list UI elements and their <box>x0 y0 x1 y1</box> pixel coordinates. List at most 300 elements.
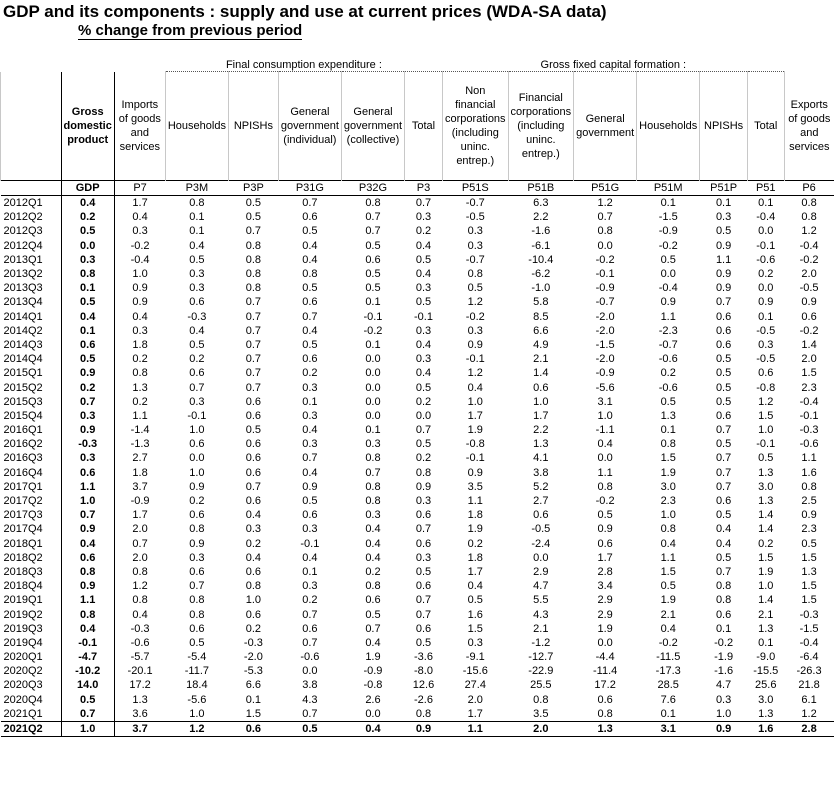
table-row <box>1 466 834 480</box>
value-cell: 0.9 <box>132 282 148 295</box>
value-cell: 0.4 <box>365 551 381 564</box>
value-cell: 0.5 <box>415 253 432 266</box>
value-cell: 0.8 <box>245 239 262 252</box>
period-cell: 2014Q4 <box>3 353 43 366</box>
value-cell: 1.5 <box>467 622 483 635</box>
value-cell: 0.6 <box>61 466 114 480</box>
value-cell: 0.0 <box>61 239 114 253</box>
value-cell: 2.0 <box>801 268 817 281</box>
period-cell: 2016Q4 <box>3 466 43 479</box>
value-cell: 0.3 <box>302 381 318 394</box>
column-code: P51P <box>700 181 748 196</box>
value-cell: 0.7 <box>715 424 732 437</box>
value-cell: 0.3 <box>189 551 205 564</box>
value-cell: 0.5 <box>189 636 205 649</box>
value-cell: 4.9 <box>533 338 549 351</box>
value-cell: 1.2 <box>467 367 483 380</box>
value-cell: -5.7 <box>130 651 150 664</box>
value-cell: 0.6 <box>715 409 732 422</box>
value-cell: -1.5 <box>658 211 678 224</box>
value-cell: 0.4 <box>61 310 114 324</box>
value-cell: 0.6 <box>715 338 732 351</box>
table-row <box>1 693 834 707</box>
value-cell: 0.7 <box>365 466 381 479</box>
value-cell: 0.6 <box>189 367 205 380</box>
table-row <box>1 565 834 579</box>
value-cell: 0.9 <box>801 296 817 309</box>
value-cell: 1.6 <box>747 721 784 736</box>
value-cell: -0.5 <box>756 353 776 366</box>
column-code: P7 <box>114 181 165 196</box>
value-cell: 0.1 <box>61 281 114 295</box>
value-cell: -9.1 <box>465 651 485 664</box>
period-cell: 2015Q3 <box>3 395 43 408</box>
value-cell: 0.8 <box>132 367 148 380</box>
value-cell: 1.0 <box>597 409 613 422</box>
value-cell: 1.2 <box>801 225 817 238</box>
value-cell: 1.8 <box>467 509 483 522</box>
value-cell: 0.7 <box>415 608 432 621</box>
value-cell: 0.0 <box>302 665 318 678</box>
column-code <box>1 181 62 196</box>
value-cell: 1.7 <box>132 197 148 210</box>
value-cell: 0.5 <box>801 537 817 550</box>
value-cell: 1.5 <box>660 452 676 465</box>
column-code: P51S <box>443 181 509 196</box>
value-cell: -6.1 <box>531 239 551 252</box>
table-row <box>1 267 834 281</box>
value-cell: 0.0 <box>365 707 381 720</box>
value-cell: 0.6 <box>245 495 262 508</box>
value-cell: -0.1 <box>465 452 485 465</box>
value-cell: 0.3 <box>467 324 483 337</box>
value-cell: 1.7 <box>533 409 549 422</box>
value-cell: -5.3 <box>243 665 263 678</box>
value-cell: 0.2 <box>415 452 432 465</box>
value-cell: -0.9 <box>363 665 383 678</box>
value-cell: 0.2 <box>660 367 676 380</box>
value-cell: -0.4 <box>799 395 819 408</box>
period-cell: 2013Q3 <box>3 282 43 295</box>
table-row <box>1 622 834 636</box>
value-cell: 1.7 <box>467 707 483 720</box>
value-cell: 0.5 <box>415 381 432 394</box>
value-cell: -0.1 <box>756 438 776 451</box>
value-cell: 0.9 <box>715 282 732 295</box>
table-row <box>1 593 834 607</box>
value-cell: 6.1 <box>801 693 817 706</box>
value-cell: 0.3 <box>365 438 381 451</box>
value-cell: 0.6 <box>415 509 432 522</box>
value-cell: 0.7 <box>245 367 262 380</box>
value-cell: 0.3 <box>415 282 432 295</box>
value-cell: 2.6 <box>365 693 381 706</box>
value-cell: 0.3 <box>245 523 262 536</box>
value-cell: 0.2 <box>61 210 114 224</box>
value-cell: 0.3 <box>61 451 114 465</box>
value-cell: 0.2 <box>365 565 381 578</box>
value-cell: 0.7 <box>302 310 318 323</box>
value-cell: 0.7 <box>302 452 318 465</box>
value-cell: 0.5 <box>660 395 676 408</box>
value-cell: -0.2 <box>465 310 485 323</box>
column-header: Total <box>747 72 784 181</box>
value-cell: 3.7 <box>132 480 148 493</box>
period-cell: 2012Q2 <box>3 211 43 224</box>
value-cell: -0.2 <box>658 636 678 649</box>
value-cell: 0.0 <box>758 225 774 238</box>
value-cell: 0.4 <box>415 367 432 380</box>
value-cell: 0.5 <box>189 253 205 266</box>
period-cell: 2013Q1 <box>3 253 43 266</box>
value-cell: 3.7 <box>114 721 165 736</box>
value-cell: 0.5 <box>245 211 262 224</box>
value-cell: 0.5 <box>715 381 732 394</box>
value-cell: 0.6 <box>715 310 732 323</box>
value-cell: 0.8 <box>189 523 205 536</box>
table-row <box>1 451 834 465</box>
value-cell: 0.0 <box>365 353 381 366</box>
value-cell: 0.2 <box>415 395 432 408</box>
value-cell: -0.4 <box>658 282 678 295</box>
value-cell: -8.0 <box>414 665 433 678</box>
period-cell: 2017Q3 <box>3 509 43 522</box>
table-row <box>1 395 834 409</box>
value-cell: 0.5 <box>245 424 262 437</box>
column-header <box>1 72 62 181</box>
table-row <box>1 508 834 522</box>
value-cell: 0.6 <box>365 594 381 607</box>
value-cell: 12.6 <box>412 679 435 692</box>
value-cell: 1.5 <box>801 594 817 607</box>
value-cell: 1.1 <box>660 310 676 323</box>
value-cell: -11.4 <box>593 665 618 678</box>
value-cell: 0.5 <box>61 693 114 707</box>
value-cell: 0.4 <box>245 509 262 522</box>
value-cell: 1.3 <box>660 409 676 422</box>
value-cell: -0.3 <box>61 437 114 451</box>
value-cell: 1.0 <box>189 466 205 479</box>
value-cell: 0.4 <box>715 523 732 536</box>
value-cell: 0.8 <box>245 282 262 295</box>
value-cell: -6.4 <box>799 651 819 664</box>
value-cell: -0.3 <box>130 622 150 635</box>
column-header: Exports of goods and services <box>784 72 834 181</box>
value-cell: 2.5 <box>801 495 817 508</box>
value-cell: 0.4 <box>341 721 404 736</box>
value-cell: 0.4 <box>302 253 318 266</box>
value-cell: -0.4 <box>799 239 819 252</box>
value-cell: 0.9 <box>132 296 148 309</box>
value-cell: 0.6 <box>533 381 549 394</box>
value-cell: 0.5 <box>467 594 483 607</box>
value-cell: 1.3 <box>758 622 774 635</box>
value-cell: 0.6 <box>597 693 613 706</box>
value-cell: 0.5 <box>758 452 774 465</box>
value-cell: -0.1 <box>595 268 615 281</box>
value-cell: 0.0 <box>365 395 381 408</box>
value-cell: 0.8 <box>365 452 381 465</box>
value-cell: 0.5 <box>302 225 318 238</box>
value-cell: 0.9 <box>715 239 732 252</box>
table-row <box>1 366 834 380</box>
value-cell: 0.0 <box>597 239 613 252</box>
value-cell: -9.0 <box>756 651 776 664</box>
value-cell: 0.7 <box>715 466 732 479</box>
value-cell: 0.8 <box>801 480 817 493</box>
value-cell: 0.8 <box>189 197 205 210</box>
value-cell: 0.5 <box>715 353 732 366</box>
value-cell: -0.6 <box>799 438 819 451</box>
value-cell: 1.1 <box>597 466 613 479</box>
table-row <box>1 579 834 593</box>
period-cell: 2019Q4 <box>3 636 43 649</box>
value-cell: 0.6 <box>245 452 262 465</box>
period-cell: 2017Q4 <box>3 523 43 536</box>
period-cell: 2012Q3 <box>3 225 43 238</box>
value-cell: 1.7 <box>467 565 483 578</box>
table-row <box>1 210 834 224</box>
value-cell: 27.4 <box>464 679 486 692</box>
value-cell: 0.1 <box>660 424 676 437</box>
value-cell: 0.9 <box>467 338 483 351</box>
value-cell: 0.4 <box>61 537 114 551</box>
value-cell: 1.9 <box>597 622 613 635</box>
value-cell: -0.3 <box>799 424 819 437</box>
column-code: P51G <box>574 181 637 196</box>
value-cell: -0.6 <box>658 353 678 366</box>
column-header: General government (collective) <box>341 72 404 181</box>
value-cell: -0.8 <box>756 381 776 394</box>
value-cell: 0.5 <box>715 438 732 451</box>
value-cell: 2.1 <box>533 353 549 366</box>
period-cell: 2015Q1 <box>3 367 43 380</box>
value-cell: 0.8 <box>365 197 381 210</box>
value-cell: 2.0 <box>467 693 483 706</box>
column-code: P31G <box>278 181 341 196</box>
value-cell: 0.7 <box>597 211 613 224</box>
column-header: NPISHs <box>228 72 278 181</box>
value-cell: 1.1 <box>61 593 114 607</box>
value-cell: 0.6 <box>245 608 262 621</box>
value-cell: 0.9 <box>302 480 318 493</box>
value-cell: 0.8 <box>245 580 262 593</box>
value-cell: 0.7 <box>365 622 381 635</box>
table-row <box>1 636 834 650</box>
value-cell: -1.6 <box>531 225 551 238</box>
value-cell: -11.7 <box>184 665 210 678</box>
value-cell: 3.5 <box>467 480 483 493</box>
value-cell: 4.3 <box>302 693 318 706</box>
value-cell: -0.5 <box>531 523 551 536</box>
value-cell: 4.1 <box>533 452 549 465</box>
value-cell: 0.6 <box>302 353 318 366</box>
value-cell: 0.9 <box>61 366 114 380</box>
value-cell: 21.8 <box>798 679 820 692</box>
table-row <box>1 423 834 437</box>
value-cell: -0.2 <box>714 636 734 649</box>
group-gfcf: Gross fixed capital formation : <box>443 58 785 72</box>
value-cell: 2.3 <box>801 523 817 536</box>
value-cell: 5.8 <box>533 296 549 309</box>
value-cell: 0.7 <box>189 580 205 593</box>
period-cell: 2016Q2 <box>3 438 43 451</box>
value-cell: 1.1 <box>61 480 114 494</box>
value-cell: -0.1 <box>187 409 207 422</box>
value-cell: 0.9 <box>415 480 432 493</box>
period-cell: 2013Q2 <box>3 268 43 281</box>
value-cell: 1.1 <box>443 721 509 736</box>
value-cell: 0.2 <box>189 495 205 508</box>
value-cell: 1.6 <box>467 608 483 621</box>
value-cell: 14.0 <box>61 678 114 692</box>
value-cell: 0.4 <box>415 268 432 281</box>
value-cell: 0.7 <box>715 565 732 578</box>
value-cell: 18.4 <box>186 679 208 692</box>
table-row <box>1 437 834 451</box>
value-cell: 0.3 <box>715 211 732 224</box>
value-cell: -2.0 <box>595 353 615 366</box>
value-cell: 0.9 <box>715 268 732 281</box>
value-cell: 2.0 <box>801 353 817 366</box>
value-cell: -1.2 <box>531 636 551 649</box>
value-cell: 0.6 <box>189 622 205 635</box>
value-cell: 0.7 <box>715 452 732 465</box>
value-cell: -0.2 <box>799 253 819 266</box>
value-cell: 0.5 <box>715 367 732 380</box>
value-cell: 2.9 <box>597 594 613 607</box>
value-cell: 0.9 <box>405 721 443 736</box>
value-cell: 0.5 <box>715 509 732 522</box>
column-code: P3 <box>405 181 443 196</box>
value-cell: -15.5 <box>753 665 779 678</box>
value-cell: -5.6 <box>187 693 207 706</box>
value-cell: 17.2 <box>129 679 151 692</box>
value-cell: -2.0 <box>595 324 615 337</box>
value-cell: -22.9 <box>528 665 554 678</box>
value-cell: -0.2 <box>658 239 678 252</box>
value-cell: 1.0 <box>715 707 732 720</box>
value-cell: 0.4 <box>132 211 148 224</box>
value-cell: 0.6 <box>302 296 318 309</box>
value-cell: 0.3 <box>302 438 318 451</box>
value-cell: -2.6 <box>414 693 433 706</box>
table-row <box>1 224 834 238</box>
value-cell: -11.5 <box>656 651 681 664</box>
page-title: GDP and its components : supply and use at current prices (WDA-SA data) <box>3 2 607 21</box>
value-cell: 0.8 <box>660 438 676 451</box>
value-cell: 0.7 <box>302 608 318 621</box>
value-cell: -0.2 <box>595 495 615 508</box>
value-cell: 0.2 <box>132 353 148 366</box>
value-cell: 1.0 <box>245 594 262 607</box>
value-cell: 0.7 <box>415 523 432 536</box>
value-cell: 0.5 <box>189 338 205 351</box>
value-cell: 3.4 <box>597 580 613 593</box>
value-cell: 1.9 <box>467 523 483 536</box>
value-cell: 2.1 <box>660 608 676 621</box>
table-row <box>1 537 834 551</box>
value-cell: 0.1 <box>660 197 676 210</box>
value-cell: 0.0 <box>597 636 613 649</box>
value-cell: -0.5 <box>756 324 776 337</box>
value-cell: 0.3 <box>189 395 205 408</box>
value-cell: 0.3 <box>302 523 318 536</box>
value-cell: 2.0 <box>132 551 148 564</box>
value-cell: 0.2 <box>302 367 318 380</box>
value-cell: -1.4 <box>130 424 150 437</box>
value-cell: 4.7 <box>715 679 732 692</box>
value-cell: 0.2 <box>245 537 262 550</box>
value-cell: 1.5 <box>758 551 774 564</box>
value-cell: 0.8 <box>365 495 381 508</box>
value-cell: 0.3 <box>467 636 483 649</box>
value-cell: 0.9 <box>700 721 748 736</box>
value-cell: 0.4 <box>365 523 381 536</box>
value-cell: -4.7 <box>61 650 114 664</box>
value-cell: -0.8 <box>363 679 383 692</box>
value-cell: 0.7 <box>132 537 148 550</box>
table-row <box>1 295 834 309</box>
table-row <box>1 281 834 295</box>
value-cell: 0.9 <box>189 480 205 493</box>
value-cell: 0.1 <box>660 707 676 720</box>
value-cell: 1.4 <box>533 367 549 380</box>
period-cell: 2017Q1 <box>3 480 43 493</box>
value-cell: 0.1 <box>758 197 774 210</box>
value-cell: -0.4 <box>799 636 819 649</box>
value-cell: 0.8 <box>467 268 483 281</box>
value-cell: -0.7 <box>658 338 678 351</box>
value-cell: 0.1 <box>189 211 205 224</box>
value-cell: 1.2 <box>165 721 228 736</box>
value-cell: 0.8 <box>132 565 148 578</box>
value-cell: 0.0 <box>189 452 205 465</box>
value-cell: 0.1 <box>302 565 318 578</box>
value-cell: 1.9 <box>365 651 381 664</box>
value-cell: 0.0 <box>365 409 381 422</box>
value-cell: 0.0 <box>533 551 549 564</box>
value-cell: 1.9 <box>660 466 676 479</box>
column-header: General government (individual) <box>278 72 341 181</box>
value-cell: 0.1 <box>365 296 381 309</box>
value-cell: 0.7 <box>245 353 262 366</box>
value-cell: 0.1 <box>245 693 262 706</box>
value-cell: 0.5 <box>715 395 732 408</box>
period-cell: 2018Q4 <box>3 580 43 593</box>
value-cell: 0.6 <box>302 509 318 522</box>
value-cell: 1.3 <box>533 438 549 451</box>
value-cell: 0.4 <box>467 381 483 394</box>
value-cell: 0.7 <box>415 594 432 607</box>
value-cell: 0.6 <box>597 537 613 550</box>
period-cell: 2021Q1 <box>3 707 43 720</box>
table-row <box>1 494 834 508</box>
value-cell: 1.0 <box>132 268 148 281</box>
value-cell: 0.2 <box>132 395 148 408</box>
value-cell: 0.6 <box>61 551 114 565</box>
value-cell: 0.9 <box>660 296 676 309</box>
value-cell: 0.7 <box>302 197 318 210</box>
value-cell: 0.7 <box>415 197 432 210</box>
value-cell: 1.2 <box>467 296 483 309</box>
value-cell: -3.6 <box>414 651 433 664</box>
value-cell: 0.4 <box>189 239 205 252</box>
value-cell: 0.7 <box>302 636 318 649</box>
value-cell: 3.0 <box>758 693 774 706</box>
value-cell: 0.7 <box>415 424 432 437</box>
value-cell: 0.4 <box>415 239 432 252</box>
